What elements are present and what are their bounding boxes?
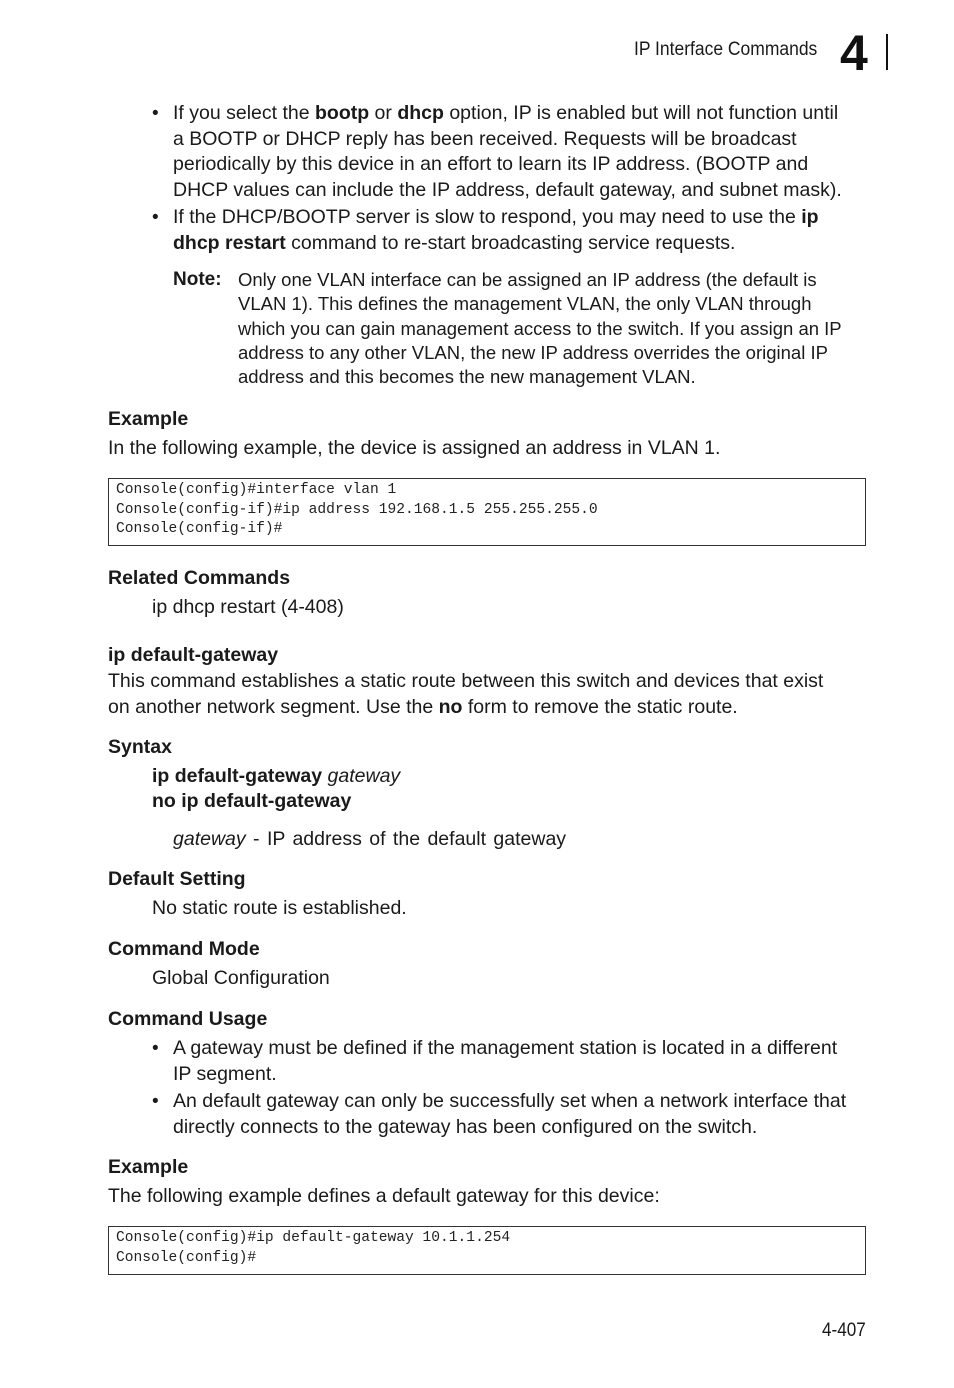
text-line: Only one VLAN interface can be assigned an IP address (the default is [238,269,817,290]
parameter-name: gateway [173,828,246,850]
usage-bullet-2 [173,1089,846,1140]
command-heading: ip default-gateway [108,644,279,666]
text-line: This command establishes a static route between this switch and devices that exist [108,670,824,692]
related-commands-text: ip dhcp restart (4-408) [152,596,344,618]
text-line: which you can gain management access to the switch. If you assign an IP [238,317,842,339]
command-usage-heading: Command Usage [108,1008,268,1030]
text-line: VLAN 1). This defines the management VLAN, the only VLAN through [238,293,812,315]
text-line: Console(config)#ip default-gateway 10.1.1.254 [116,1230,511,1246]
text-line: address and this becomes the new management VLAN. [238,366,696,388]
text-line: on another network segment. Use the no form to remove the static route. [108,695,738,718]
bullet-dot: • [152,1091,159,1112]
text-line: IP segment. [173,1062,277,1085]
command-mode-heading: Command Mode [108,938,260,960]
text-line: Console(config)#interface vlan 1 [116,482,397,498]
text-line: a BOOTP or DHCP reply has been received. Requests will be broadcast [173,127,797,150]
intro-bullet-2 [173,205,819,256]
text-line: dhcp restart command to re-start broadcasting service requests. [173,231,736,254]
text-line: If you select the bootp or dhcp option, IP is enabled but will not function until [173,102,839,124]
text-line: Console(config)# [116,1249,257,1266]
bold-term: bootp [315,102,370,124]
bold-term: ip [801,206,819,228]
chapter-number: 4 [840,25,866,81]
default-setting-heading: Default Setting [108,868,246,890]
syntax-heading: Syntax [108,736,172,758]
text-line: Console(config-if)#ip address 192.168.1.5 255.255.255.0 [116,501,598,518]
bold-term: no [438,695,463,718]
text-line: directly connects to the gateway has been configured on the switch. [173,1115,758,1138]
note-label: Note: [173,269,222,290]
code-text [116,481,865,540]
text-line: DHCP values can include the IP address, default gateway, and subnet mask). [173,178,842,201]
parameter-description [173,827,566,853]
text-line: A gateway must be defined if the management station is located in a different [173,1037,838,1059]
command-mode-text: Global Configuration [152,967,330,989]
example-description: The following example defines a default gateway for this device: [108,1185,660,1207]
example-heading: Example [108,1156,189,1178]
syntax-line-2: no ip default-gateway [152,790,352,812]
syntax-line-1 [152,764,400,790]
syntax-parameter: gateway [327,765,401,787]
bullet-dot: • [152,1038,159,1059]
parameter-text: - IP address of the default gateway [245,828,567,850]
bullet-dot: • [152,103,159,124]
text-line: If the DHCP/BOOTP server is slow to respond, you may need to use the ip [173,206,819,228]
bold-term: dhcp [397,102,444,124]
command-description [108,669,823,720]
related-commands-heading: Related Commands [108,567,291,589]
intro-bullet-1 [173,101,842,203]
text-line: periodically by this device in an effort to learn its IP address. (BOOTP and [173,153,809,175]
text-line: address to any other VLAN, the new IP address overrides the original IP [238,341,828,363]
default-setting-text: No static route is established. [152,897,407,919]
chapter-tab-rule [886,34,888,70]
text-line: Console(config-if)# [116,521,283,537]
note-text [238,268,842,389]
text-line: An default gateway can only be successfully set when a network interface that [173,1090,847,1112]
bold-term: dhcp restart [173,231,286,254]
page-number: 4-407 [822,1320,866,1341]
code-block [108,1226,866,1275]
example-description: In the following example, the device is assigned an address in VLAN 1. [108,437,721,459]
syntax-command: ip default-gateway [152,765,323,787]
usage-bullet-1 [173,1036,837,1087]
code-text [116,1229,865,1268]
code-block [108,478,866,546]
running-header-title: IP Interface Commands [634,39,818,60]
example-heading: Example [108,408,189,430]
bullet-dot: • [152,207,159,228]
